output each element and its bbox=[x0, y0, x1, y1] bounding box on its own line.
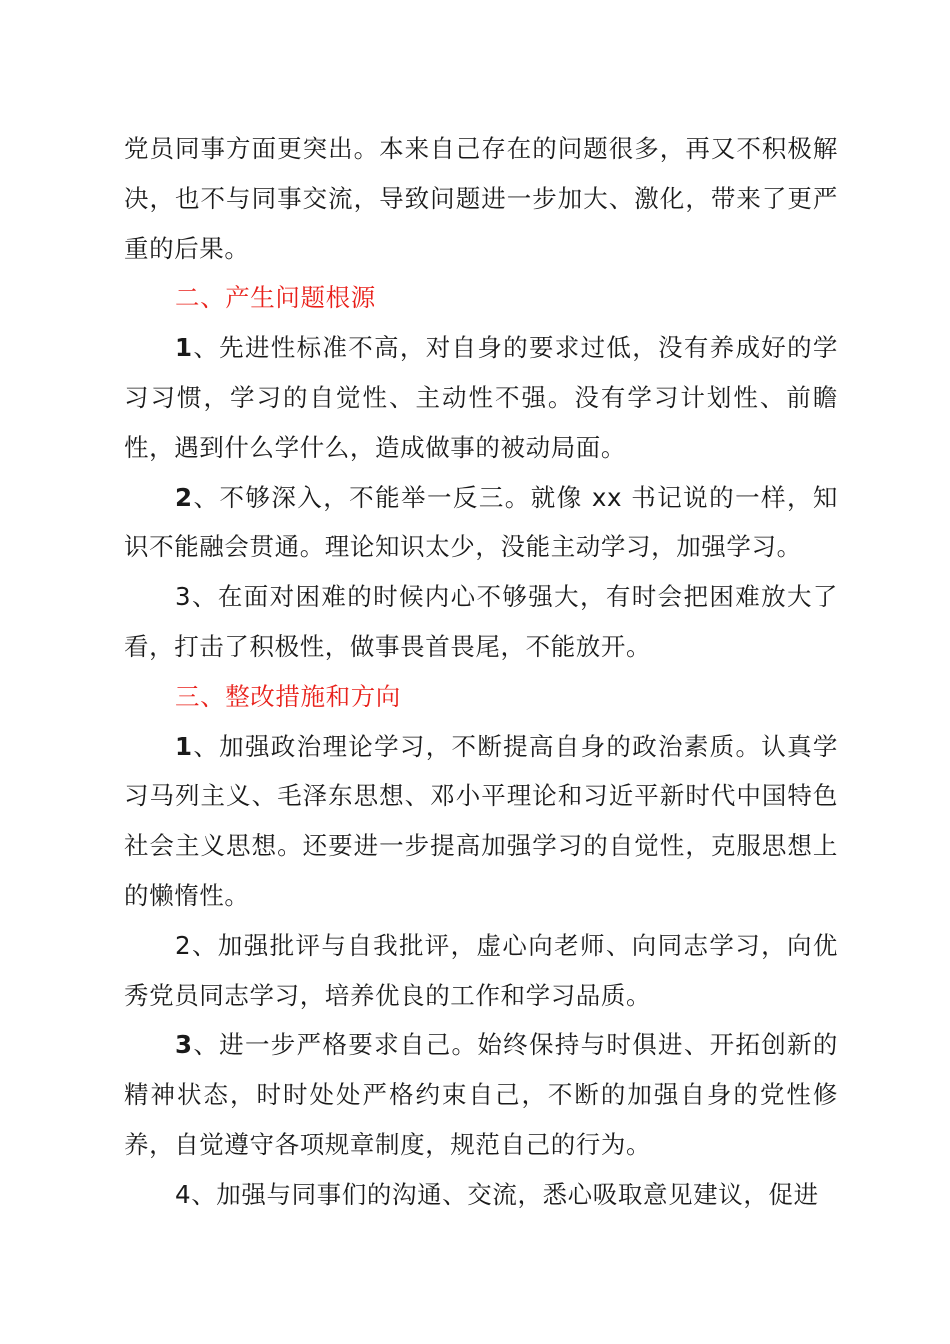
paragraph-measure-1 bbox=[124, 722, 838, 921]
paragraph-continuation bbox=[124, 124, 838, 273]
paragraph-measure-2 bbox=[124, 921, 838, 1021]
paragraph-measure-3 bbox=[124, 1020, 838, 1169]
paragraph-text: 4、加强与同事们的沟通、交流，悉心吸取意见建议，促进 bbox=[175, 1179, 819, 1209]
item-number: 3 bbox=[175, 1030, 193, 1060]
section-heading-measures bbox=[124, 672, 838, 722]
item-number: 1 bbox=[175, 333, 193, 363]
document-body bbox=[124, 124, 838, 1220]
heading-text: 三、整改措施和方向 bbox=[175, 681, 401, 711]
paragraph-text: 2、加强批评与自我批评，虚心向老师、向同志学习，向优秀党员同志学习，培养优良的工作和学习品质。 bbox=[124, 930, 838, 1010]
paragraph-text: 、不够深入，不能举一反三。就像 xx 书记说的一样，知识不能融会贯通。理论知识太少，没能主动学习，加强学习。 bbox=[124, 482, 838, 562]
section-heading-causes bbox=[124, 273, 838, 323]
paragraph-cause-1 bbox=[124, 323, 838, 472]
paragraph-text: 党员同事方面更突出。本来自己存在的问题很多，再又不积极解决，也不与同事交流，导致问题进一步加大、激化，带来了更严重的后果。 bbox=[124, 134, 838, 263]
item-number: 2 bbox=[175, 482, 193, 512]
paragraph-text: 、先进性标准不高，对自身的要求过低，没有养成好的学习习惯，学习的自觉性、主动性不强。没有学习计划性、前瞻性，遇到什么学什么，造成做事的被动局面。 bbox=[124, 333, 838, 462]
paragraph-measure-4 bbox=[124, 1170, 838, 1220]
heading-text: 二、产生问题根源 bbox=[175, 283, 376, 313]
paragraph-text: 、进一步严格要求自己。始终保持与时俱进、开拓创新的精神状态，时时处处严格约束自己，不断的加强自身的党性修养，自觉遵守各项规章制度，规范自己的行为。 bbox=[124, 1030, 838, 1159]
item-number: 1 bbox=[175, 731, 193, 761]
paragraph-text: 、加强政治理论学习，不断提高自身的政治素质。认真学习马列主义、毛泽东思想、邓小平理论和习近平新时代中国特色社会主义思想。还要进一步提高加强学习的自觉性，克服思想上的懒惰性。 bbox=[124, 731, 838, 910]
paragraph-text: 3、在面对困难的时候内心不够强大，有时会把困难放大了看，打击了积极性，做事畏首畏尾，不能放开。 bbox=[124, 582, 838, 661]
paragraph-cause-2 bbox=[124, 473, 838, 573]
paragraph-cause-3 bbox=[124, 572, 838, 672]
